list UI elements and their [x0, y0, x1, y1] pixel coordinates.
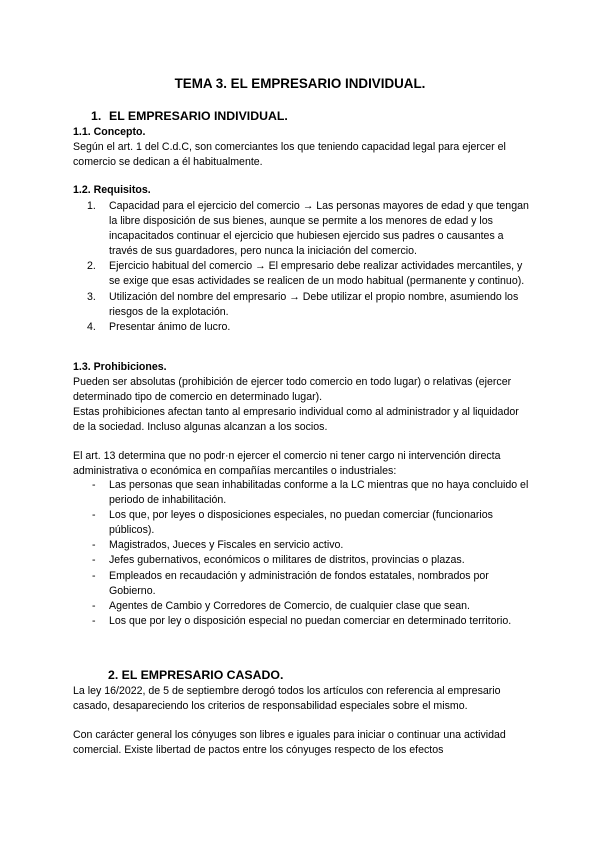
list-marker: 1. — [87, 200, 96, 212]
list-item-text: Magistrados, Jueces y Fiscales en servicio activo. — [109, 539, 344, 552]
list-item — [73, 569, 533, 599]
list-item — [73, 553, 533, 568]
list-marker: - — [92, 599, 96, 612]
section-2-para-2: Con carácter general los cónyuges son libres e iguales para iniciar o continuar una actividad comercial. Existe libertad de pactos entre los cónyuges respecto de los efectos — [73, 729, 506, 757]
prohibiciones-para-1: Pueden ser absolutas (prohibición de ejercer todo comercio en todo lugar) o relativas (ejercer determinado tipo de comercio en determinado lugar). — [73, 376, 512, 404]
list-item — [73, 290, 533, 320]
prohibiciones-para-3: El art. 13 determina que no podr·n ejercer el comercio ni tener cargo ni intervención directa administrativa o económica en compañías mercantiles o industriales: — [73, 450, 501, 478]
prohibiciones-para-2: Estas prohibiciones afectan tanto al empresario individual como al administrador y al liquidador de la sociedad. Incluso algunas alcanzan a los socios. — [73, 406, 519, 434]
list-marker: - — [92, 479, 96, 491]
list-item — [73, 478, 533, 508]
list-item-text: Utilización del nombre del empresario → Debe utilizar el propio nombre, asumiendo los riesgos de la explotación. — [109, 290, 519, 318]
list-item-text: Empleados en recaudación y administración de fondos estatales, nombrados por Gobierno. — [109, 569, 489, 597]
list-item — [73, 320, 533, 335]
prohibiciones-heading: 1.3. Prohibiciones. — [73, 361, 167, 373]
list-marker: 3. — [87, 290, 96, 303]
list-item-text: Ejercicio habitual del comercio → El empresario debe realizar actividades mercantiles, y se exige que esas actividades se realicen de un modo habitual (permanente y continuo). — [109, 260, 525, 288]
list-marker: 2. — [87, 260, 96, 273]
list-item-text: Agentes de Cambio y Corredores de Comercio, de cualquier clase que sean. — [109, 599, 470, 612]
concepto-heading: 1.1. Concepto. — [73, 126, 146, 138]
requisitos-heading: 1.2. Requisitos. — [73, 184, 151, 196]
list-item — [73, 259, 533, 289]
list-item-text: Presentar ánimo de lucro. — [109, 320, 231, 333]
list-marker: - — [92, 539, 96, 552]
list-item-text: Jefes gubernativos, económicos o militares de distritos, provincias o plazas. — [109, 554, 465, 567]
section-1-title: EL EMPRESARIO INDIVIDUAL. — [109, 109, 288, 123]
list-item — [73, 614, 533, 629]
list-item-text: Los que por ley o disposición especial no puedan comerciar en determinado territorio. — [109, 614, 512, 627]
list-item-text: Las personas que sean inhabilitadas conforme a la LC mientras que no haya concluido el periodo de inhabilitación. — [109, 479, 529, 507]
section-1-heading — [91, 108, 288, 124]
section-2-para-1: La ley 16/2022, de 5 de septiembre derogó todos los artículos con referencia al empresario casado, desapareciendo los criterios de responsabilidad especiales sobre el mismo. — [73, 685, 501, 713]
concepto-text: Según el art. 1 del C.d.C, son comerciantes los que teniendo capacidad legal para ejercer el comercio se dedican a él habitualmente. — [73, 141, 506, 169]
section-2-heading: 2. EL EMPRESARIO CASADO. — [108, 668, 284, 682]
prohibiciones-list — [73, 478, 533, 629]
list-item — [73, 199, 533, 259]
page-title: TEMA 3. EL EMPRESARIO INDIVIDUAL. — [174, 76, 426, 91]
section-1-number: 1. — [91, 109, 102, 123]
list-item — [73, 538, 533, 553]
list-marker: - — [92, 569, 96, 582]
list-marker: 4. — [87, 320, 96, 333]
list-marker: - — [92, 614, 96, 627]
list-item-text: Los que, por leyes o disposiciones especiales, no puedan comerciar (funcionarios públicos). — [109, 509, 493, 537]
list-item — [73, 508, 533, 538]
list-item-text: Capacidad para el ejercicio del comercio → Las personas mayores de edad y que tengan la libre disposición de sus bienes, aunque se permite a los menores de edad y los incapacitados continuar el ejercicio que hubiesen ejercido sus padres o causantes a través de sus guardadores, pero nunca la iniciación del comercio. — [109, 200, 529, 258]
list-marker: - — [92, 554, 96, 567]
list-marker: - — [92, 509, 96, 522]
list-item — [73, 599, 533, 614]
requisitos-list — [73, 199, 533, 335]
